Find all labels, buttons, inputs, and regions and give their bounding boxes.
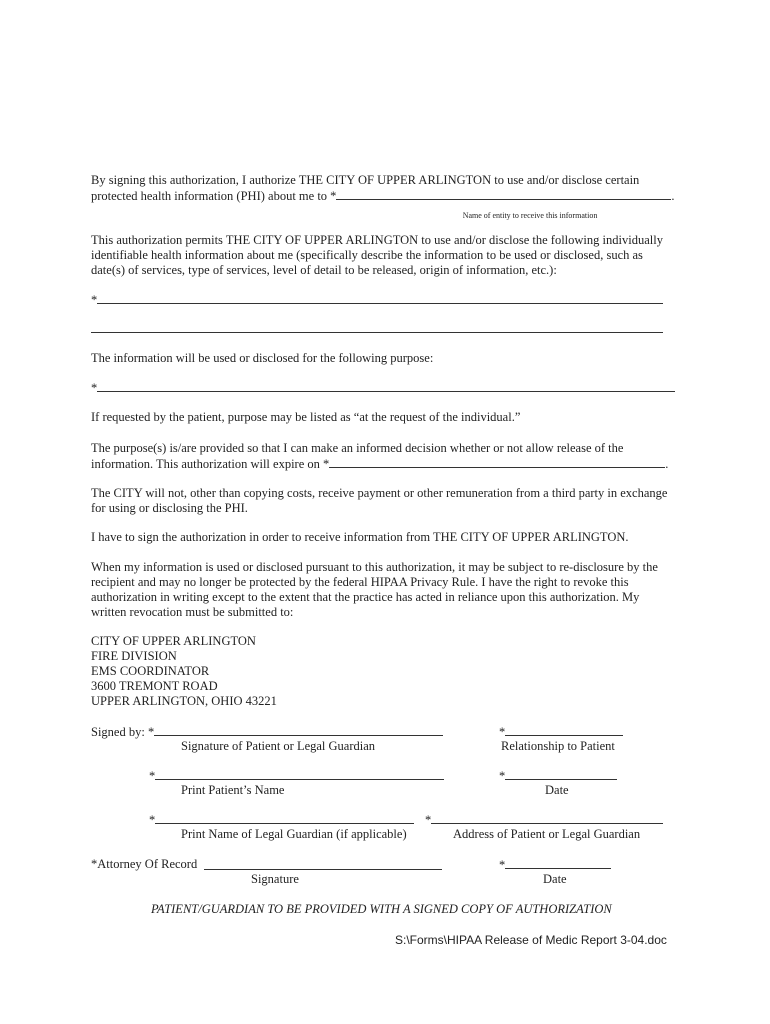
intro-line-1: By signing this authorization, I authorize THE CITY OF UPPER ARLINGTON to use and/or disclose certain [91, 173, 640, 187]
expiry-label: information. This authorization will expire on * [91, 457, 330, 471]
guardian-address-field[interactable] [431, 812, 663, 824]
redisclosure-line-3: authorization in writing except to the extent that the practice has acted in reliance upon this authorization. My [91, 590, 640, 604]
signed-by-row [91, 724, 443, 740]
date-caption-1: Date [545, 783, 569, 797]
attorney-signature-field[interactable] [204, 869, 442, 870]
required-star: * [149, 813, 156, 827]
guardian-name-field[interactable] [155, 812, 414, 824]
required-star: * [499, 725, 506, 739]
redisclosure-line-4: written revocation must be submitted to: [91, 605, 294, 619]
expiry-date-field[interactable] [329, 456, 665, 468]
guardian-address-caption: Address of Patient or Legal Guardian [453, 827, 641, 841]
permits-line-2: identifiable health information about me (specifically describe the information to be used or disclosed, such as [91, 248, 643, 262]
attorney-label: *Attorney Of Record [91, 857, 198, 871]
purpose-label: The information will be used or disclosed for the following purpose: [91, 351, 434, 365]
required-star: * [499, 858, 506, 872]
address-line-2: FIRE DIVISION [91, 649, 177, 663]
permits-line-1: This authorization permits THE CITY OF UPPER ARLINGTON to use and/or disclose the following individually [91, 233, 663, 247]
relationship-field[interactable] [505, 724, 623, 736]
info-description-field-2[interactable] [91, 332, 663, 333]
guardian-name-row [149, 812, 414, 828]
address-line-4: 3600 TREMONT ROAD [91, 679, 218, 693]
purposes-line-1: The purpose(s) is/are provided so that I can make an informed decision whether or not allow release of the [91, 441, 624, 455]
remuneration-line-2: for using or disclosing the PHI. [91, 501, 248, 515]
entity-caption: Name of entity to receive this information [462, 211, 598, 220]
address-line-1: CITY OF UPPER ARLINGTON [91, 634, 256, 648]
patient-signature-field[interactable] [154, 724, 443, 736]
info-description-field-1[interactable] [97, 292, 663, 304]
sig-patient-caption: Signature of Patient or Legal Guardian [181, 739, 376, 753]
signature-caption: Signature [251, 872, 299, 886]
required-star: * [91, 381, 98, 395]
purpose-field[interactable] [97, 380, 675, 392]
info-field-1 [91, 292, 663, 308]
date-row-2 [499, 857, 611, 873]
address-line-5: UPPER ARLINGTON, OHIO 43221 [91, 694, 277, 708]
guardian-name-caption: Print Name of Legal Guardian (if applicable) [181, 827, 407, 841]
purposes-line-2 [91, 456, 668, 472]
purpose-field-row [91, 380, 675, 396]
required-star: * [425, 813, 432, 827]
required-star: * [91, 293, 98, 307]
remuneration-line-1: The CITY will not, other than copying costs, receive payment or other remuneration from a third party in exchange [91, 486, 668, 500]
copy-notice: PATIENT/GUARDIAN TO BE PROVIDED WITH A SIGNED COPY OF AUTHORIZATION [151, 902, 612, 916]
attorney-row [91, 857, 197, 872]
guardian-address-row [425, 812, 663, 828]
relationship-caption: Relationship to Patient [501, 739, 615, 753]
expiry-period: . [665, 457, 669, 471]
file-path: S:\Forms\HIPAA Release of Medic Report 3-04.doc [395, 933, 667, 947]
print-patient-name-field[interactable] [155, 768, 444, 780]
date-field-1[interactable] [505, 768, 617, 780]
requested-note: If requested by the patient, purpose may be listed as “at the request of the individual.” [91, 410, 521, 424]
intro-line-2-text: protected health information (PHI) about me to * [91, 189, 337, 203]
date-field-2[interactable] [505, 857, 611, 869]
permits-line-3: date(s) of services, type of services, level of detail to be released, origin of information, etc.): [91, 263, 557, 277]
required-star: * [499, 769, 506, 783]
intro-line-2 [91, 188, 675, 204]
print-name-caption: Print Patient’s Name [181, 783, 285, 797]
recipient-entity-field[interactable] [336, 188, 671, 200]
redisclosure-line-2: recipient and may no longer be protected by the federal HIPAA Privacy Rule. I have the right to revoke this [91, 575, 629, 589]
relationship-row [499, 724, 623, 740]
address-line-3: EMS COORDINATOR [91, 664, 210, 678]
signed-by-label: Signed by: * [91, 725, 155, 739]
required-star: * [149, 769, 156, 783]
redisclosure-line-1: When my information is used or disclosed pursuant to this authorization, it may be subject to re-disclosure by the [91, 560, 658, 574]
date-row-1 [499, 768, 617, 784]
intro-period: . [671, 189, 675, 203]
date-caption-2: Date [543, 872, 567, 886]
print-name-row [149, 768, 444, 784]
sign-required-note: I have to sign the authorization in order to receive information from THE CITY OF UPPER ARLINGTON. [91, 530, 629, 544]
